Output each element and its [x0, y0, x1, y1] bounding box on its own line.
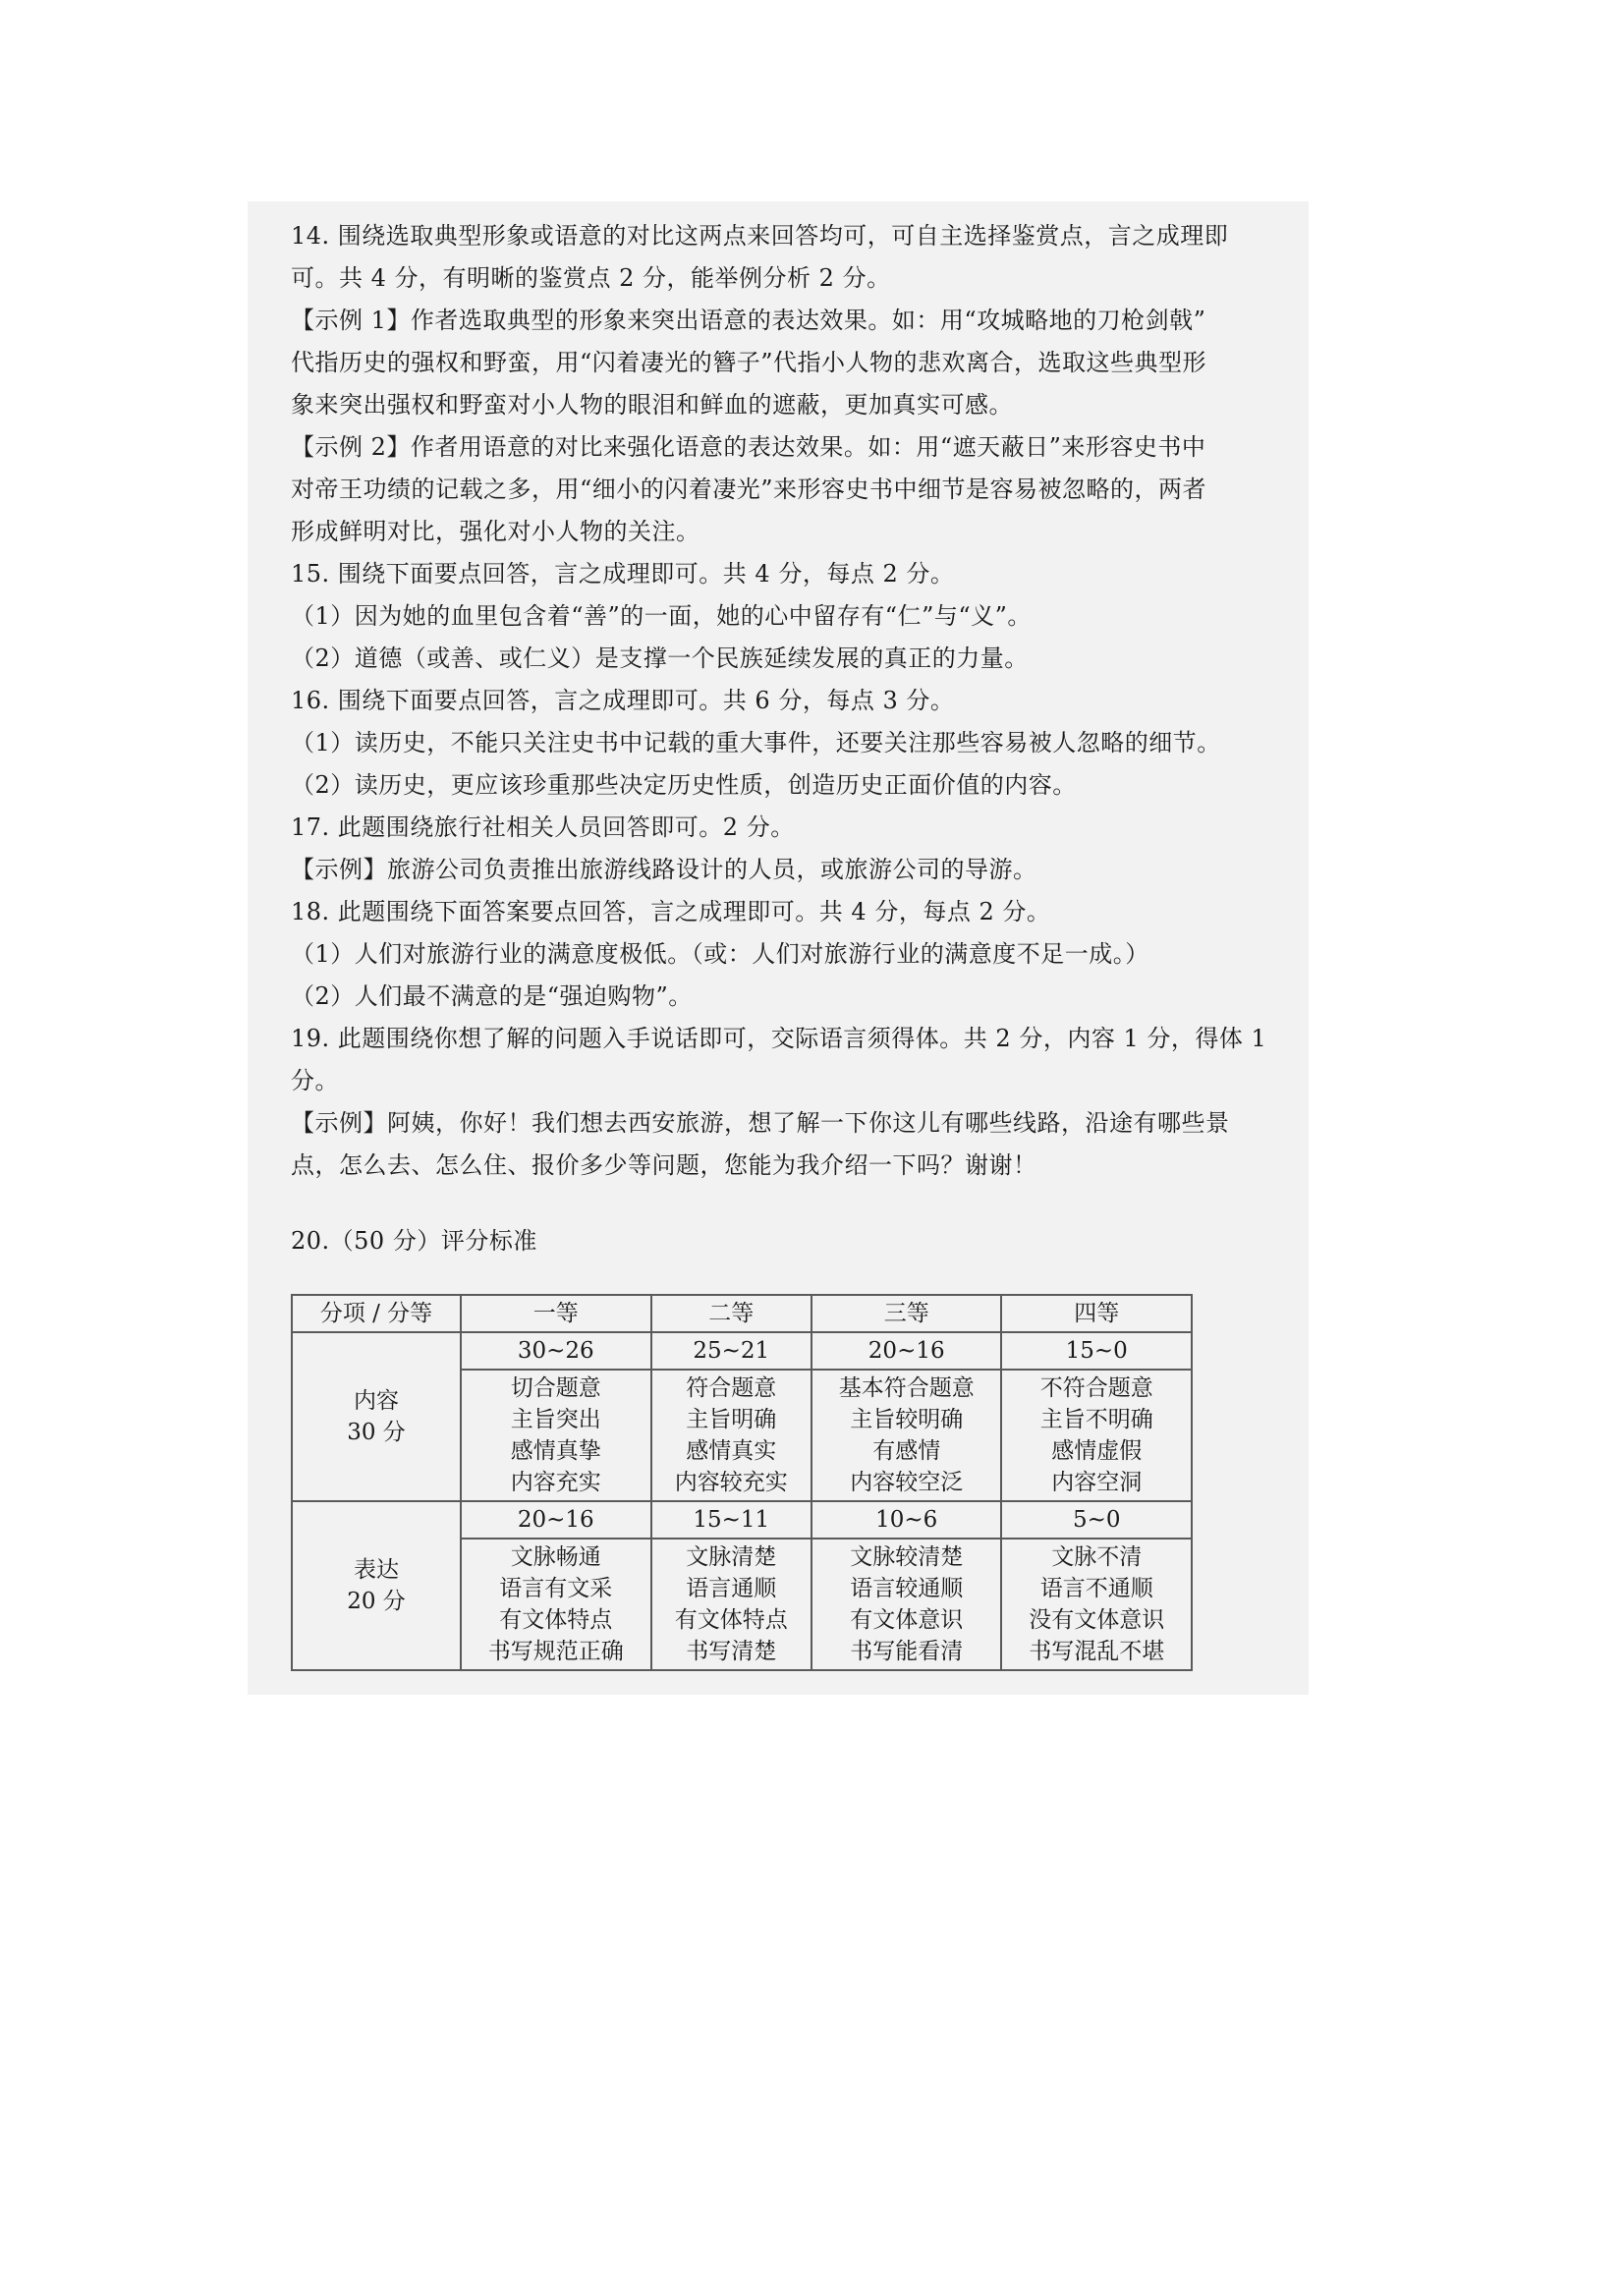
score-band: 20~16 [812, 1332, 1002, 1370]
header-cell: 二等 [651, 1295, 812, 1332]
category-label: 表达 [354, 1557, 399, 1583]
answer-line: 点，怎么去、怎么住、报价多少等问题，您能为我介绍一下吗？谢谢！ [291, 1151, 1037, 1179]
header-cell: 三等 [812, 1295, 1002, 1332]
answer-line: 【示例】阿姨，你好！我们想去西安旅游，想了解一下你这儿有哪些线路，沿途有哪些景 [291, 1109, 1230, 1137]
criteria-cell [812, 1370, 1002, 1501]
criteria-cell [651, 1539, 812, 1670]
criterion: 基本符合题意 [838, 1375, 975, 1401]
answer-line: 16. 围绕下面要点回答，言之成理即可。共 6 分，每点 3 分。 [291, 687, 955, 714]
category-points: 20 分 [347, 1589, 406, 1614]
criterion: 有感情 [872, 1438, 941, 1464]
criterion: 文脉不清 [1051, 1544, 1143, 1570]
score-band: 15~11 [651, 1501, 812, 1539]
answer-line: 18. 此题围绕下面答案要点回答，言之成理即可。共 4 分，每点 2 分。 [291, 898, 1051, 925]
answer-line: 代指历史的强权和野蛮，用“闪着凄光的簪子”代指小人物的悲欢离合，选取这些典型形 [291, 349, 1207, 376]
header-cell: 一等 [461, 1295, 651, 1332]
criterion: 书写清楚 [686, 1639, 777, 1664]
criterion: 符合题意 [686, 1375, 777, 1401]
score-band: 25~21 [651, 1332, 812, 1370]
criterion: 主旨较明确 [850, 1407, 964, 1432]
scanned-page [248, 201, 1309, 1695]
answer-line: （1）人们对旅游行业的满意度极低。（或：人们对旅游行业的满意度不足一成。） [291, 940, 1149, 968]
answer-text [291, 215, 1273, 1262]
criterion: 书写混乱不堪 [1029, 1639, 1165, 1664]
criterion: 文脉较清楚 [850, 1544, 964, 1570]
answer-line: （1）因为她的血里包含着“善”的一面，她的心中留存有“仁”与“义”。 [291, 602, 1032, 630]
criterion: 没有文体意识 [1029, 1607, 1165, 1633]
answer-line: 【示例 2】作者用语意的对比来强化语意的表达效果。如：用“遮天蔽日”来形容史书中 [291, 433, 1206, 461]
answer-line: （2）道德（或善、或仁义）是支撑一个民族延续发展的真正的力量。 [291, 644, 1029, 672]
answer-line: 17. 此题围绕旅行社相关人员回答即可。2 分。 [291, 813, 795, 841]
criterion: 语言较通顺 [850, 1576, 964, 1601]
header-cell: 四等 [1001, 1295, 1192, 1332]
criterion: 主旨明确 [686, 1407, 777, 1432]
score-band: 10~6 [812, 1501, 1002, 1539]
answer-line: 15. 围绕下面要点回答，言之成理即可。共 4 分，每点 2 分。 [291, 560, 955, 588]
scoring-table [291, 1294, 1193, 1671]
criteria-cell [461, 1539, 651, 1670]
answer-line: 对帝王功绩的记载之多，用“细小的闪着凄光”来形容史书中细节是容易被忽略的，两者 [291, 476, 1207, 503]
criterion: 内容充实 [510, 1470, 601, 1495]
criteria-cell [461, 1370, 651, 1501]
criterion: 主旨不明确 [1039, 1407, 1153, 1432]
criterion: 内容较空泛 [850, 1470, 964, 1495]
answer-line: 分。 [291, 1067, 339, 1094]
answer-line: 可。共 4 分，有明晰的鉴赏点 2 分，能举例分析 2 分。 [291, 264, 891, 292]
criterion: 有文体意识 [850, 1607, 964, 1633]
criterion: 语言不通顺 [1039, 1576, 1153, 1601]
score-band: 5~0 [1001, 1501, 1192, 1539]
criterion: 内容较充实 [674, 1470, 788, 1495]
criterion: 切合题意 [510, 1375, 601, 1401]
expression-band-row [292, 1501, 1192, 1539]
criteria-cell [1001, 1539, 1192, 1670]
criterion: 有文体特点 [499, 1607, 613, 1633]
criterion: 语言有文采 [499, 1576, 613, 1601]
answer-line: 14. 围绕选取典型形象或语意的对比这两点来回答均可，可自主选择鉴赏点，言之成理即 [291, 222, 1229, 250]
score-band: 20~16 [461, 1501, 651, 1539]
answer-line: （2）读历史，更应该珍重那些决定历史性质，创造历史正面价值的内容。 [291, 771, 1077, 799]
answer-line: （1）读历史，不能只关注史书中记载的重大事件，还要关注那些容易被人忽略的细节。 [291, 729, 1221, 756]
header-cell: 分项 / 分等 [292, 1295, 461, 1332]
criterion: 语言通顺 [686, 1576, 777, 1601]
category-expression [292, 1501, 461, 1670]
answer-line: 【示例 1】作者选取典型的形象来突出语意的表达效果。如：用“攻城略地的刀枪剑戟” [291, 307, 1206, 334]
criteria-cell [812, 1539, 1002, 1670]
criterion: 不符合题意 [1039, 1375, 1153, 1401]
content-band-row [292, 1332, 1192, 1370]
criterion: 感情真挚 [510, 1438, 601, 1464]
criterion: 感情真实 [686, 1438, 777, 1464]
answer-line: 形成鲜明对比，强化对小人物的关注。 [291, 518, 700, 545]
criterion: 内容空洞 [1051, 1470, 1143, 1495]
answer-line: （2）人们最不满意的是“强迫购物”。 [291, 982, 693, 1010]
criterion: 文脉畅通 [510, 1544, 601, 1570]
criterion: 感情虚假 [1051, 1438, 1143, 1464]
category-label: 内容 [354, 1388, 399, 1414]
criteria-cell [1001, 1370, 1192, 1501]
criteria-cell [651, 1370, 812, 1501]
score-band: 30~26 [461, 1332, 651, 1370]
score-band: 15~0 [1001, 1332, 1192, 1370]
criterion: 文脉清楚 [686, 1544, 777, 1570]
category-points: 30 分 [347, 1420, 406, 1445]
criterion: 有文体特点 [674, 1607, 788, 1633]
criterion: 书写能看清 [850, 1639, 964, 1664]
q20-title: 20.（50 分）评分标准 [291, 1227, 537, 1255]
criterion: 主旨突出 [510, 1407, 601, 1432]
category-content [292, 1332, 461, 1501]
answer-line: 19. 此题围绕你想了解的问题入手说话即可，交际语言须得体。共 2 分，内容 1 分，得体 1 [291, 1025, 1267, 1052]
table-header-row [292, 1295, 1192, 1332]
criterion: 书写规范正确 [487, 1639, 624, 1664]
answer-line: 象来突出强权和野蛮对小人物的眼泪和鲜血的遮蔽，更加真实可感。 [291, 391, 1013, 419]
answer-line: 【示例】旅游公司负责推出旅游线路设计的人员，或旅游公司的导游。 [291, 856, 1037, 883]
